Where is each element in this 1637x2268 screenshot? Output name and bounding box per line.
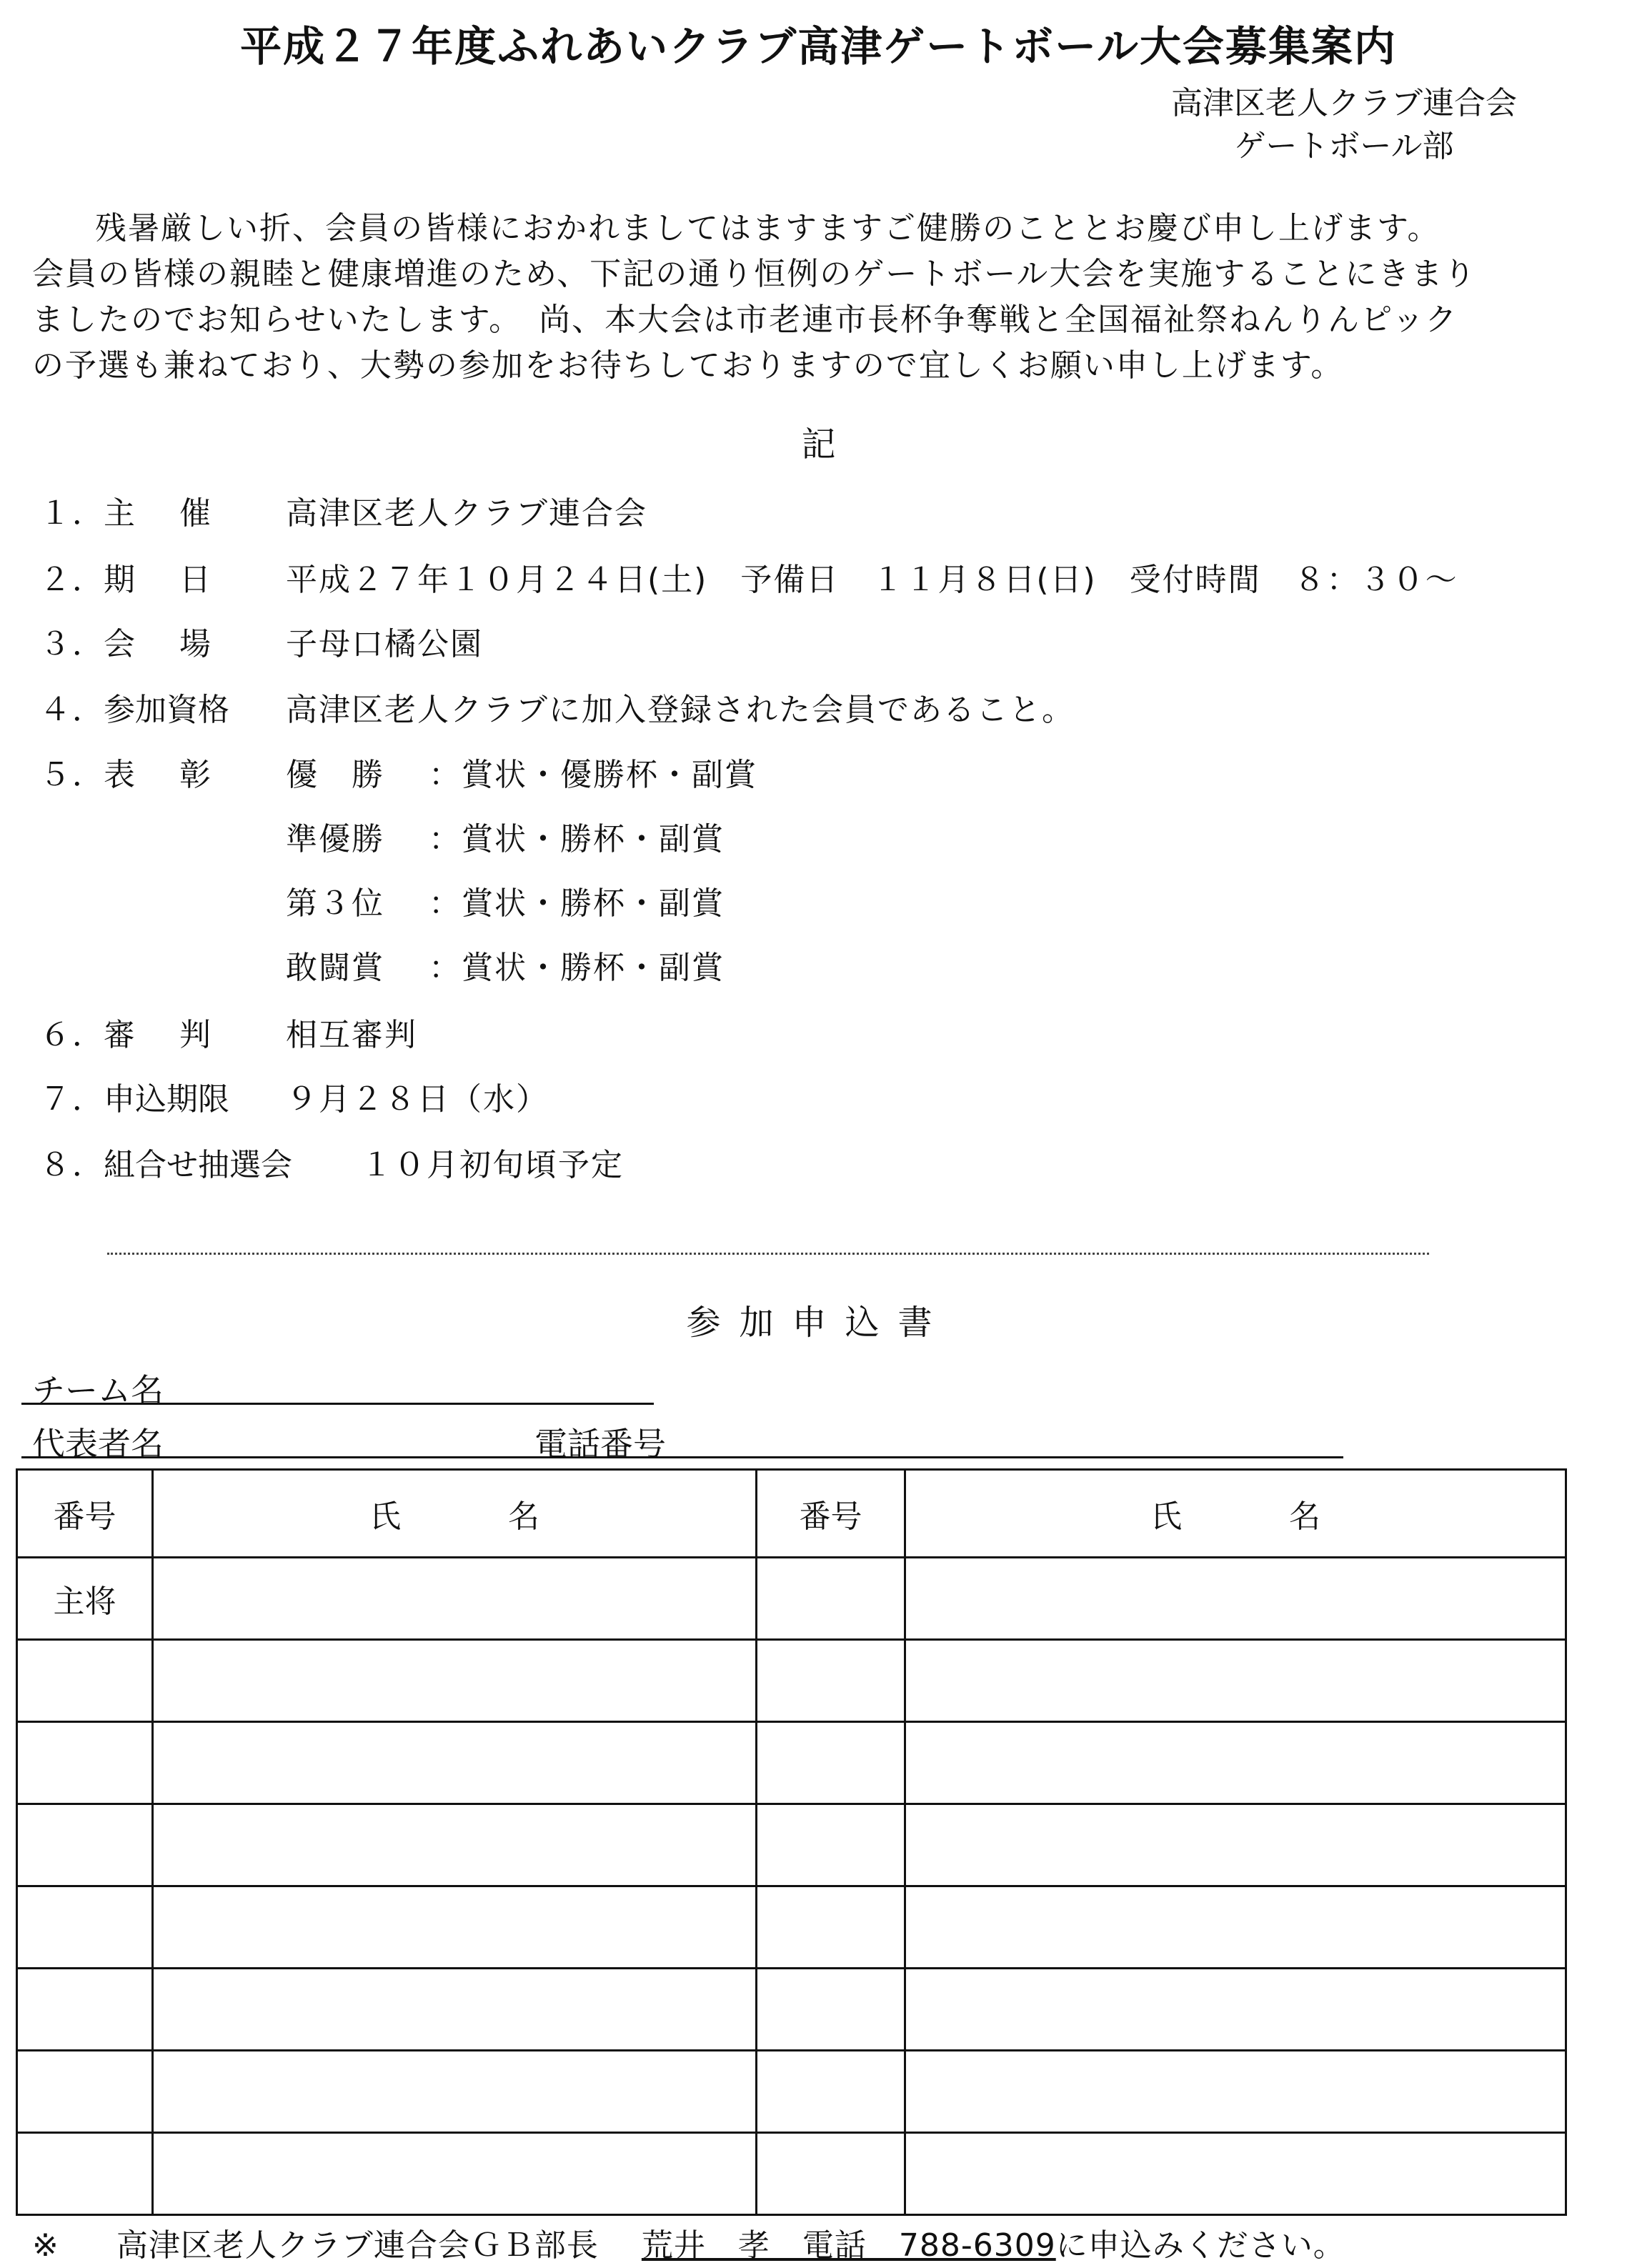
item-number: ８． <box>39 1147 105 1183</box>
note-mark: ※ <box>32 2227 59 2264</box>
table-row <box>17 1804 1566 1886</box>
name-cell[interactable] <box>153 1969 757 2051</box>
award-prize: ：賞状・勝杯・副賞 <box>429 821 725 857</box>
representative-field[interactable] <box>21 1456 1343 1458</box>
item-number: ５． <box>39 757 105 793</box>
page-title: 平成２７年度ふれあいクラブ高津ゲートボール大会募集案内 <box>240 22 1397 71</box>
phone-label: 電話番号 <box>534 1425 666 1463</box>
intro-line: の予選も兼ねており、大勢の参加をお待ちしておりますので宜しくお願い申し上げます。 <box>32 347 1344 384</box>
item-label: 日 <box>179 562 211 598</box>
item-label: 申込期限 <box>104 1081 229 1118</box>
item-label: 彰 <box>179 757 211 793</box>
item-number: １． <box>39 495 105 532</box>
item-label: 場 <box>179 626 211 662</box>
number-cell[interactable] <box>17 1722 153 1804</box>
representative-label: 代表者名 <box>32 1425 164 1463</box>
table-header-row <box>17 1470 1566 1558</box>
name-cell[interactable] <box>905 2133 1566 2215</box>
form-title: 参加申込書 <box>686 1303 951 1343</box>
table-row <box>17 1886 1566 1969</box>
header-number: 番号 <box>757 1470 905 1558</box>
header-number: 番号 <box>17 1470 153 1558</box>
name-cell[interactable] <box>905 1558 1566 1640</box>
name-cell[interactable] <box>153 1804 757 1886</box>
table-row <box>17 1640 1566 1722</box>
organizer-department: ゲートボール部 <box>1234 128 1454 164</box>
number-cell[interactable] <box>757 1804 905 1886</box>
number-cell[interactable] <box>757 1886 905 1969</box>
item-number: ２． <box>39 562 105 598</box>
item-label: 審 <box>104 1017 135 1053</box>
ki-heading: 記 <box>801 424 836 464</box>
name-cell[interactable] <box>905 1886 1566 1969</box>
captain-label: 主将 <box>17 1558 153 1640</box>
award-row <box>286 942 725 988</box>
award-row <box>286 877 725 923</box>
header-name: 氏名 <box>1150 1498 1428 1535</box>
award-prize: ：賞状・優勝杯・副賞 <box>429 757 757 793</box>
name-cell[interactable] <box>153 2133 757 2215</box>
item-number: ７． <box>39 1081 105 1118</box>
award-name: 準優勝 <box>286 821 384 857</box>
item-label: 主 <box>104 495 135 532</box>
number-cell[interactable] <box>757 1969 905 2051</box>
table-row <box>17 2051 1566 2133</box>
organizer-name: 高津区老人クラブ連合会 <box>1171 85 1517 121</box>
header-name: 氏名 <box>369 1498 647 1535</box>
award-name: 優 勝 <box>286 757 384 793</box>
footer-text: 高津区老人クラブ連合会ＧＢ部長 <box>116 2227 599 2264</box>
award-name: 敢闘賞 <box>286 950 384 986</box>
number-cell[interactable] <box>757 2133 905 2215</box>
item-value: 子母口橘公園 <box>286 626 483 662</box>
cut-line <box>107 1253 1429 1255</box>
table-row <box>17 1722 1566 1804</box>
number-cell[interactable] <box>757 2051 905 2133</box>
award-row <box>286 749 757 795</box>
award-name: 第３位 <box>286 885 384 922</box>
item-value: 相互審判 <box>286 1017 417 1053</box>
table-row <box>17 1558 1566 1640</box>
footer-note <box>32 2219 1345 2265</box>
name-cell[interactable] <box>905 1804 1566 1886</box>
item-value: 平成２７年１０月２４日(土) 予備日 １１月８日(日) 受付時間 ８：３０～ <box>286 562 1458 598</box>
number-cell[interactable] <box>757 1640 905 1722</box>
name-cell[interactable] <box>905 1722 1566 1804</box>
intro-line: 残暑厳しい折、会員の皆様におかれましてはますますご健勝のこととお慶び申し上げます。 <box>95 210 1441 247</box>
intro-line: ましたのでお知らせいたします。 尚、本大会は市老連市長杯争奪戦と全国福祉祭ねんりんピック <box>32 302 1458 338</box>
table-row <box>17 2133 1566 2215</box>
number-cell[interactable] <box>757 1558 905 1640</box>
award-prize: ：賞状・勝杯・副賞 <box>429 950 725 986</box>
number-cell[interactable] <box>17 2051 153 2133</box>
footer-text: に申込みください。 <box>1055 2227 1345 2264</box>
item-label: 参加資格 <box>104 692 229 728</box>
name-cell[interactable] <box>153 1886 757 1969</box>
table-row <box>17 1969 1566 2051</box>
intro-line: 会員の皆様の親睦と健康増進のため、下記の通り恒例のゲートボール大会を実施することにきまり <box>32 256 1477 292</box>
roster-table <box>16 1468 1567 2216</box>
item-label: 表 <box>104 757 135 793</box>
team-name-field[interactable] <box>21 1403 654 1405</box>
name-cell[interactable] <box>905 1969 1566 2051</box>
name-cell[interactable] <box>153 1640 757 1722</box>
item-value: 高津区老人クラブ連合会 <box>286 495 647 532</box>
item-label: 会 <box>104 626 135 662</box>
name-cell[interactable] <box>153 1558 757 1640</box>
award-row <box>286 813 725 859</box>
name-cell[interactable] <box>153 2051 757 2133</box>
number-cell[interactable] <box>17 1804 153 1886</box>
item-label: 判 <box>179 1017 211 1053</box>
award-prize: ：賞状・勝杯・副賞 <box>429 885 725 922</box>
item-number: ６． <box>39 1017 105 1053</box>
contact-person: 荒井 孝 電話 788-6309 <box>641 2227 1056 2264</box>
number-cell[interactable] <box>757 1722 905 1804</box>
item-value: 高津区老人クラブに加入登録された会員であること。 <box>286 692 1075 728</box>
number-cell[interactable] <box>17 1640 153 1722</box>
intro-paragraph <box>32 206 1597 389</box>
number-cell[interactable] <box>17 2133 153 2215</box>
item-value: １０月初旬頃予定 <box>361 1147 624 1183</box>
item-label: 組合せ抽選会 <box>104 1147 292 1183</box>
item-number: ４． <box>39 692 105 728</box>
item-label: 期 <box>104 562 135 598</box>
name-cell[interactable] <box>905 2051 1566 2133</box>
team-name-label: チーム名 <box>32 1371 164 1410</box>
name-cell[interactable] <box>905 1640 1566 1722</box>
item-label: 催 <box>179 495 211 532</box>
name-cell[interactable] <box>153 1722 757 1804</box>
number-cell[interactable] <box>17 1969 153 2051</box>
item-value: ９月２８日（水） <box>286 1081 549 1118</box>
number-cell[interactable] <box>17 1886 153 1969</box>
item-number: ３． <box>39 626 105 662</box>
